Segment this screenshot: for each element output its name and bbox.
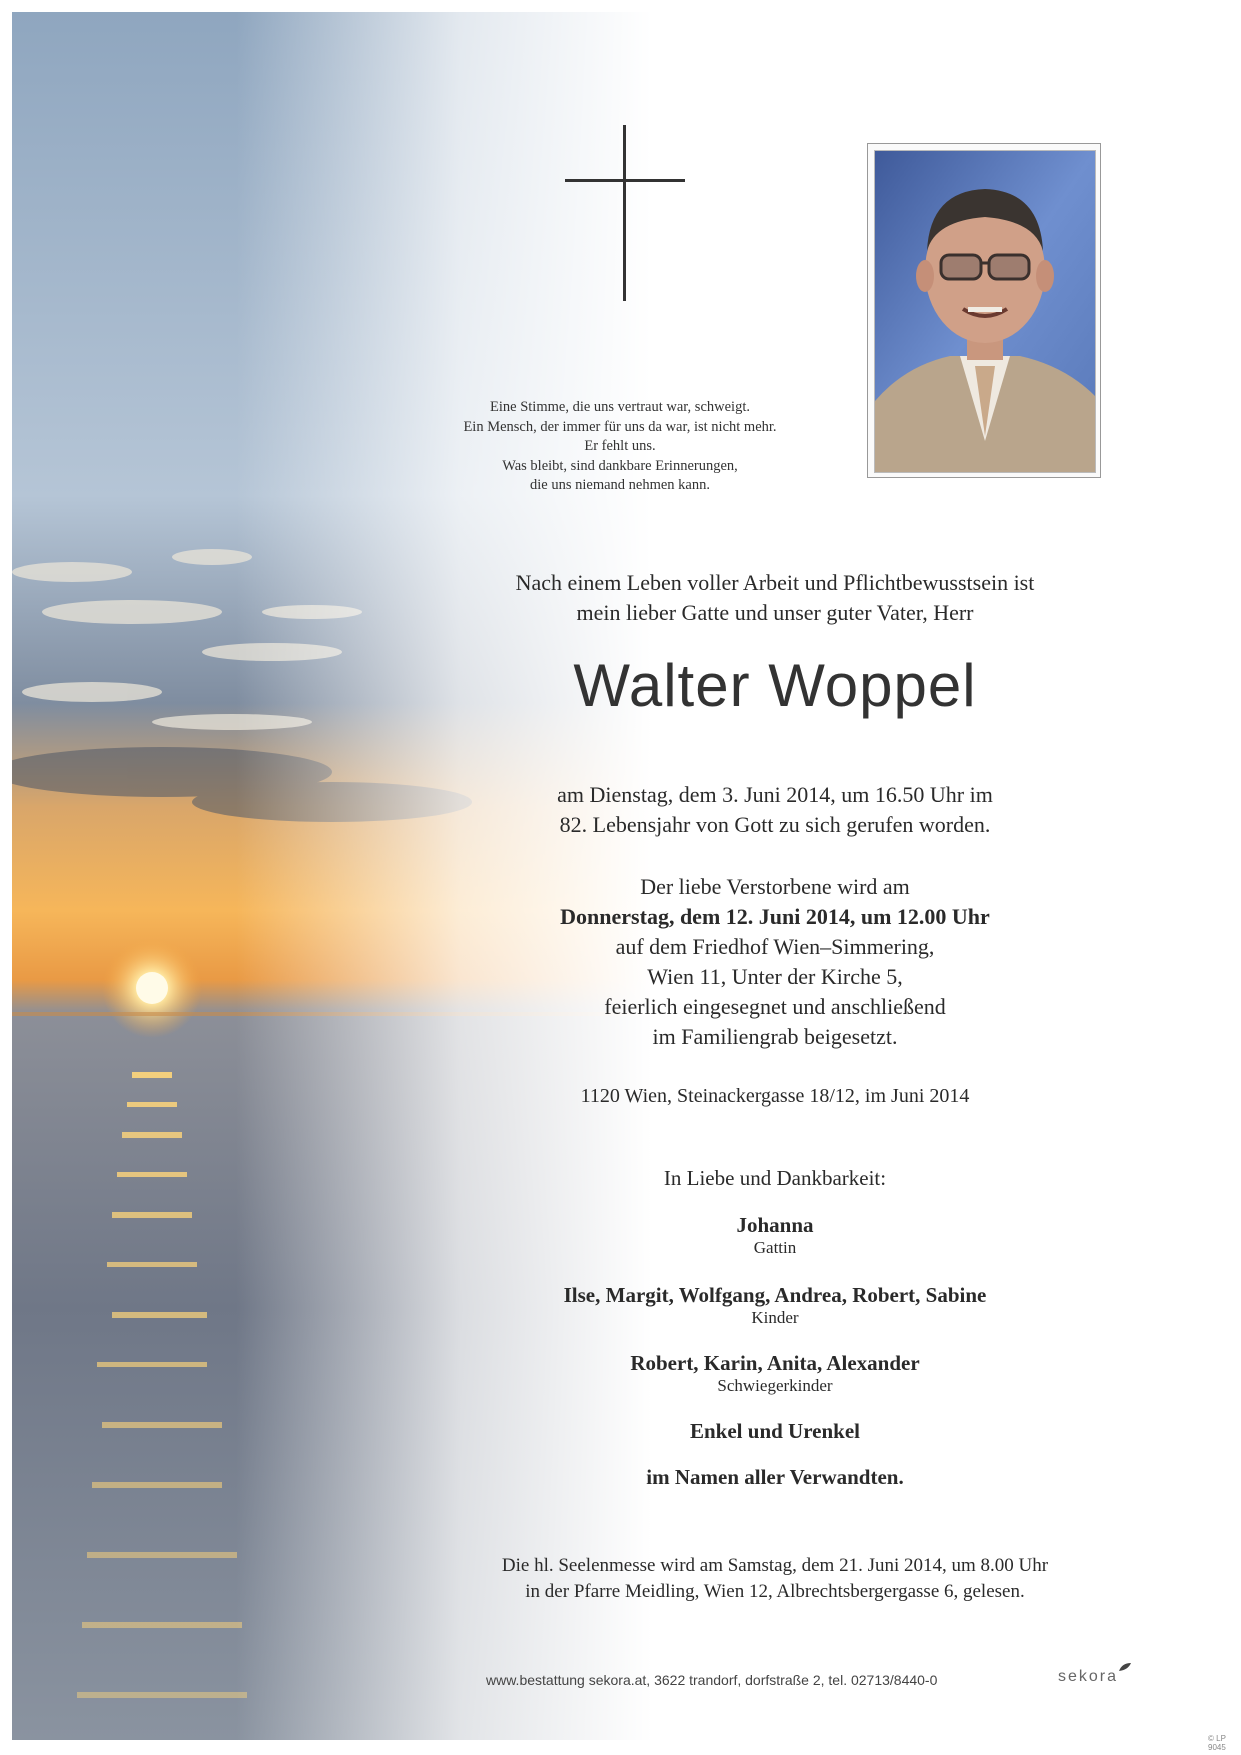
family-names: Johanna (736, 1213, 814, 1237)
family-group (380, 1464, 1170, 1490)
mass-line: in der Pfarre Meidling, Wien 12, Albrechtsbergergasse 6, gelesen. (525, 1581, 1025, 1602)
poem-line: Eine Stimme, die uns vertraut war, schweigt. (490, 399, 750, 415)
funeral-line: feierlich eingesegnet und anschließend (604, 994, 946, 1019)
logo-text: sekora (1058, 1668, 1119, 1685)
intro-text (380, 568, 1170, 628)
memorial-poem (380, 398, 860, 496)
intro-line: mein lieber Gatte und unser guter Vater, Herr (576, 600, 974, 625)
document-code: © LP 9045 (1208, 1734, 1226, 1752)
death-line: am Dienstag, dem 3. Juni 2014, um 16.50 Uhr im (557, 782, 993, 807)
poem-line: die uns niemand nehmen kann. (530, 477, 710, 493)
mass-notice (380, 1553, 1170, 1605)
funeral-date: Donnerstag, dem 12. Juni 2014, um 12.00 Uhr (560, 904, 990, 929)
death-notice (380, 780, 1170, 840)
family-names: Ilse, Margit, Wolfgang, Andrea, Robert, Sabine (563, 1283, 987, 1307)
family-relation: Kinder (751, 1308, 799, 1327)
mass-line: Die hl. Seelenmesse wird am Samstag, dem 21. Juni 2014, um 8.00 Uhr (501, 1555, 1049, 1576)
family-names: Robert, Karin, Anita, Alexander (630, 1351, 920, 1375)
cross-icon (565, 125, 685, 301)
funeral-line: auf dem Friedhof Wien–Simmering, (615, 934, 935, 959)
funeral-line: Wien 11, Unter der Kirche 5, (647, 964, 903, 989)
poem-line: Er fehlt uns. (584, 438, 656, 454)
portrait-photo (867, 143, 1101, 478)
family-names: im Namen aller Verwandten. (646, 1465, 904, 1489)
family-group (380, 1350, 1170, 1396)
thanks-heading: In Liebe und Dankbarkeit: (663, 1166, 887, 1190)
sekora-logo (1058, 1668, 1118, 1686)
family-relation: Gattin (753, 1238, 797, 1257)
family-relation: Schwiegerkinder (717, 1376, 833, 1395)
family-group (380, 1282, 1170, 1328)
footer-contact: www.bestattung sekora.at, 3622 trandorf, dorfstraße 2, tel. 02713/8440-0 (486, 1672, 938, 1688)
death-line: 82. Lebensjahr von Gott zu sich gerufen worden. (559, 812, 991, 837)
intro-line: Nach einem Leben voller Arbeit und Pflichtbewusstsein ist (515, 570, 1035, 595)
poem-line: Was bleibt, sind dankbare Erinnerungen, (502, 457, 738, 474)
poem-line: Ein Mensch, der immer für uns da war, ist nicht mehr. (463, 418, 777, 435)
family-group (380, 1418, 1170, 1444)
deceased-name: Walter Woppel (573, 652, 977, 719)
funeral-line: im Familiengrab beigesetzt. (652, 1024, 898, 1049)
address-line: 1120 Wien, Steinackergasse 18/12, im Juni 2014 (580, 1085, 970, 1107)
funeral-line: Der liebe Verstorbene wird am (640, 874, 910, 899)
leaf-icon (1118, 1662, 1132, 1672)
funeral-details (380, 872, 1170, 1052)
family-group (380, 1212, 1170, 1258)
family-names: Enkel und Urenkel (690, 1419, 860, 1443)
